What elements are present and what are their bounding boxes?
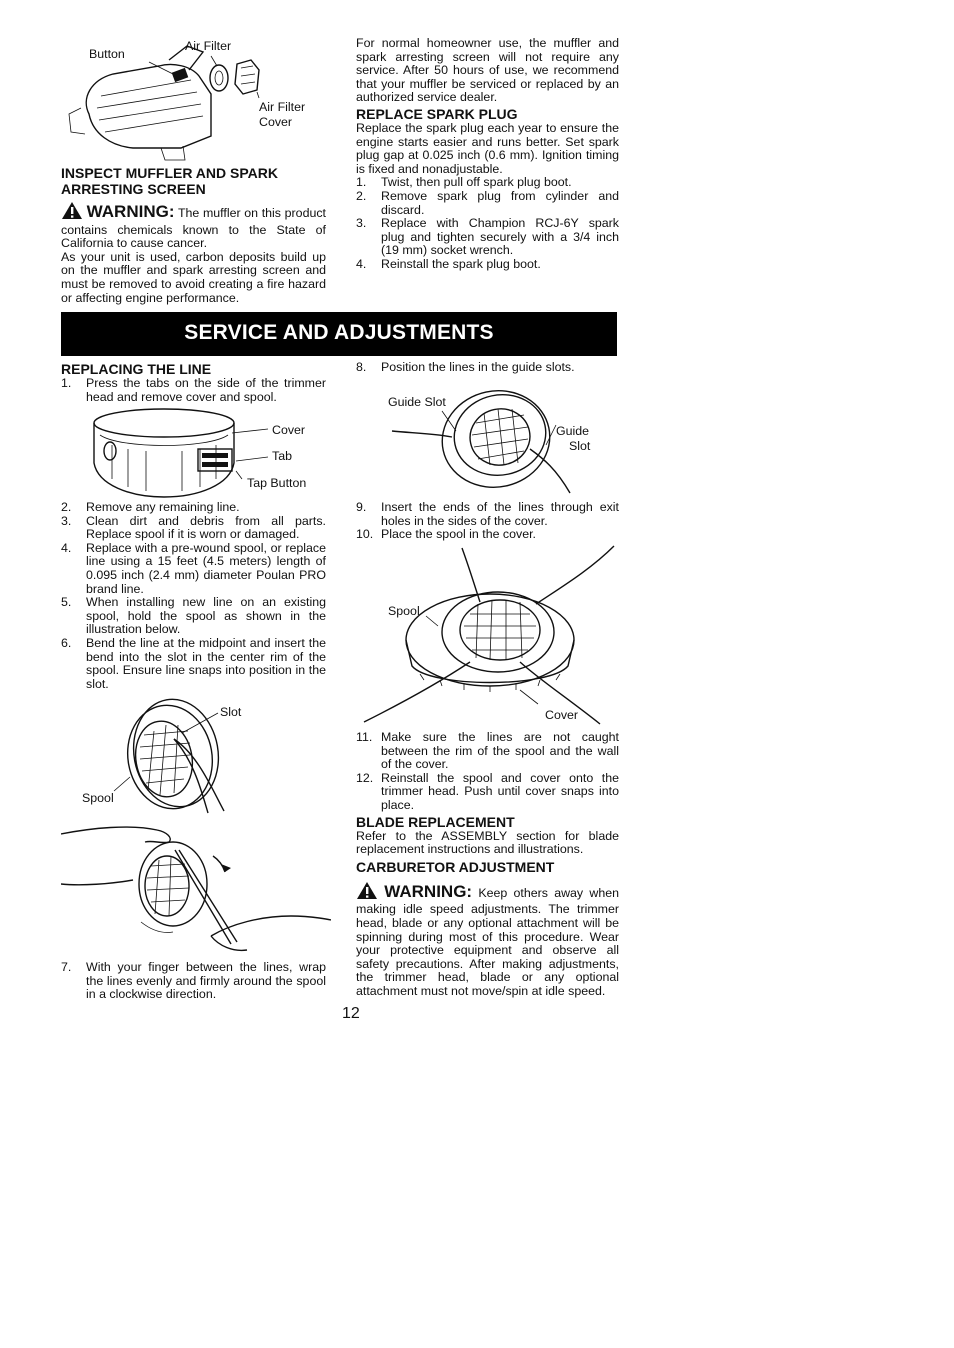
list-item: 2. Remove spark plug from cylinder and discard. xyxy=(356,188,619,217)
right-top-column xyxy=(356,37,619,272)
air-filter-cover-label-1: Air Filter xyxy=(259,100,306,114)
carburetor-warning xyxy=(356,881,619,999)
list-item: 4. Reinstall the spark plug boot. xyxy=(356,256,541,271)
slot-label: Slot xyxy=(220,705,242,719)
spark-plug-steps xyxy=(356,176,619,271)
warning-label-2: WARNING: xyxy=(384,881,473,901)
spark-plug-body: Replace the spark plug each year to ensure the engine starts easier and runs better. Set spark plug gap at 0.025 inch (0.6 mm). Ignition timing is fixed and nonadjustable. xyxy=(356,120,619,176)
list-item: 1. Twist, then pull off spark plug boot. xyxy=(356,175,572,190)
list-item: 9. Insert the ends of the lines through exit holes in the sides of the cover. xyxy=(356,500,619,528)
spool-cover-figure xyxy=(360,540,620,730)
list-item: 3. Clean dirt and debris from all parts. Replace spool if it is worn or damaged. xyxy=(61,513,326,542)
air-filter-cover-label-2: Cover xyxy=(259,115,293,129)
warning-label: WARNING: xyxy=(86,202,175,221)
spool-cover-illustration xyxy=(360,540,620,730)
cover-label: Cover xyxy=(272,423,306,437)
warning-triangle-icon xyxy=(61,201,83,224)
replacing-step-list xyxy=(61,501,326,691)
muffler-body: As your unit is used, carbon deposits build up on the muffler and spark arresting screen and must be removed to avoid creating a fire hazard or affecting engine performance. xyxy=(61,249,326,305)
muffler-heading-2: ARRESTING SCREEN xyxy=(61,181,206,197)
page-number: 12 xyxy=(342,1005,360,1022)
replacing-heading: REPLACING THE LINE xyxy=(61,361,212,377)
spark-plug-heading: REPLACE SPARK PLUG xyxy=(356,105,518,122)
list-item: 5. When installing new line on an existing spool, hold the spool as shown in the illustration below. xyxy=(61,595,326,637)
air-filter-label: Air Filter xyxy=(185,39,232,53)
banner-title: SERVICE AND ADJUSTMENTS xyxy=(184,321,494,344)
list-item: 1. Press the tabs on the side of the trimmer head and remove cover and spool. xyxy=(61,376,326,404)
button-label: Button xyxy=(89,47,125,61)
list-item: 2. Remove any remaining line. xyxy=(61,500,240,514)
spool-slot-figure xyxy=(78,695,278,815)
spool-label-2: Spool xyxy=(388,604,420,618)
list-item: 6. Bend the line at the midpoint and insert the bend into the slot in the center rim of the spool. Ensure line snaps into position in the slot. xyxy=(61,635,326,691)
right-steps-11-plus xyxy=(356,731,619,999)
carburetor-heading: CARBURETOR ADJUSTMENT xyxy=(356,858,555,875)
muffler-warning xyxy=(61,201,326,251)
list-item: 7. With your finger between the lines, wrap the lines evenly and firmly around the spool in a clockwise direction. xyxy=(61,960,326,1002)
tap-button-label: Tap Button xyxy=(247,476,307,490)
list-item: 10. Place the spool in the cover. xyxy=(356,527,536,542)
muffler-service-intro: For normal homeowner use, the muffler and spark arresting screen will not require any service. After 50 hours of use, we recommend that your muffler be serviced or replaced by an authorized service dealer. xyxy=(356,36,619,105)
guide-slot-figure xyxy=(380,385,620,497)
warning-text: The muffler on this product contains chemicals known to the State of California to cause cancer. xyxy=(61,206,326,251)
right-steps-9-10-list xyxy=(356,501,619,542)
right-steps-11-12-list xyxy=(356,731,619,813)
blade-body: Refer to the ASSEMBLY section for blade replacement instructions and illustrations. xyxy=(356,828,619,857)
right-steps-9-10 xyxy=(356,501,619,542)
hand-wrapping-illustration xyxy=(61,820,331,962)
list-item: 8. Position the lines in the guide slots. xyxy=(356,360,575,374)
tab-label: Tab xyxy=(272,449,292,463)
spool-label: Spool xyxy=(82,791,114,805)
replacing-step-7 xyxy=(61,961,326,1002)
muffler-section xyxy=(61,165,326,305)
blade-heading: BLADE REPLACEMENT xyxy=(356,813,515,830)
muffler-heading-1: INSPECT MUFFLER AND SPARK xyxy=(61,165,278,181)
cover-label-2: Cover xyxy=(545,708,579,722)
guide-slot-2-label-2: Slot xyxy=(569,439,591,453)
warning-triangle-icon xyxy=(356,881,378,904)
trimmer-head-figure xyxy=(90,405,330,501)
list-item: 3. Replace with Champion RCJ-6Y spark plug and tighten securely with a 3/4 inch (19 mm) socket wrench. xyxy=(356,216,619,258)
warning-text-2: Keep others away when making idle speed adjustments. The trimmer head, blade or any optional attachment will be spinning during most of this procedure. Wear your protective equipment and observe all safety precautions. After making adjustments, the trimmer head, blade or any optional attachment must not move/spin at idle speed. xyxy=(356,885,619,998)
guide-slot-2-label-1: Guide xyxy=(556,424,590,438)
list-item: 11. Make sure the lines are not caught between the rim of the spool and the wall of the cover. xyxy=(356,730,619,772)
air-filter-figure xyxy=(61,36,341,168)
list-item: 4. Replace with a pre-wound spool, or replace line using a 15 feet (4.5 meters) length of 0.095 inch (2.4 mm) diameter Poulan PRO brand line. xyxy=(61,540,326,596)
hand-wrapping-figure xyxy=(61,820,331,962)
right-step-8-list xyxy=(356,361,619,375)
list-item: 12. Reinstall the spool and cover onto the trimmer head. Push until cover snaps into place. xyxy=(356,770,619,812)
replacing-line-section xyxy=(61,361,326,404)
guide-slot-label: Guide Slot xyxy=(388,395,446,409)
right-step-8 xyxy=(356,361,619,375)
section-banner xyxy=(61,312,617,356)
replacing-step-1-list xyxy=(61,377,326,404)
replacing-steps-2-6 xyxy=(61,501,326,691)
replacing-step-7-list xyxy=(61,961,326,1002)
